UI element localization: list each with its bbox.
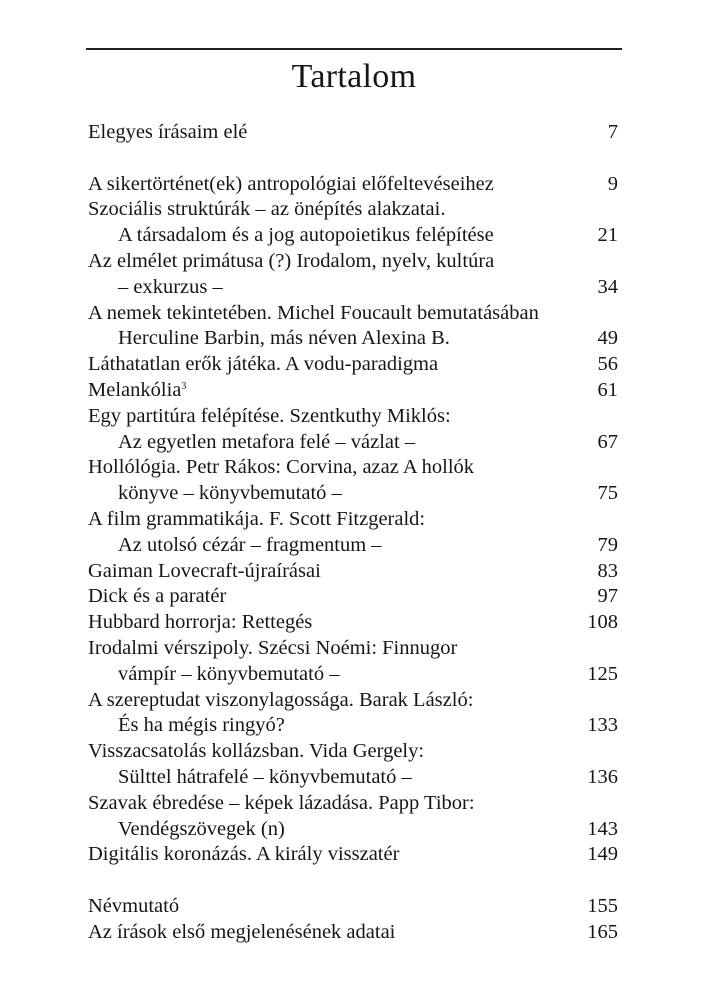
toc-entry-index[interactable]: [88, 894, 618, 920]
toc-entry[interactable]: [88, 404, 618, 456]
toc-entry[interactable]: [88, 249, 618, 301]
toc-entry-title: Szociális struktúrák – az önépítés alakzatai.: [88, 198, 446, 221]
toc-entry-subtitle: Vendégszövegek (n): [118, 817, 285, 840]
toc-entry-page: 143: [587, 817, 618, 840]
toc-entry-page: 56: [597, 353, 618, 376]
toc-entry-title: Dick és a paratér: [88, 585, 227, 608]
toc-entry-subtitle: Az egyetlen metafora felé – vázlat –: [118, 430, 416, 453]
toc-entry-title: A film grammatikája. F. Scott Fitzgerald:: [88, 507, 426, 530]
top-rule: [86, 48, 622, 50]
toc-entry-text: Melankólia: [88, 378, 182, 401]
toc-entry-title: Névmutató: [88, 894, 180, 917]
toc-entry-page: 133: [587, 714, 618, 737]
toc-entry-title: Digitális koronázás. A király visszatér: [88, 843, 400, 866]
toc-entry-title: [88, 378, 186, 404]
toc-entry[interactable]: [88, 688, 618, 740]
toc-entry-title: A szereptudat viszonylagossága. Barak László:: [88, 688, 474, 711]
toc-entry[interactable]: [88, 352, 618, 378]
toc-entry-page: 67: [597, 430, 618, 453]
section-gap: [88, 868, 618, 894]
toc-entry-subtitle: És ha mégis ringyó?: [118, 714, 285, 737]
toc-entry-sources[interactable]: [88, 920, 618, 946]
toc-entry-page: 97: [597, 585, 618, 608]
page-title: Tartalom: [291, 58, 417, 95]
toc-entry-title: Az írások első megjelenésének adatai: [88, 920, 396, 943]
toc-entry-page: 9: [607, 172, 618, 195]
toc-entry-page: 165: [587, 920, 618, 943]
toc-entry[interactable]: [88, 507, 618, 559]
toc-entry[interactable]: [88, 559, 618, 585]
toc-entry-page: 79: [597, 533, 618, 556]
toc-entry[interactable]: [88, 172, 618, 198]
toc-entry[interactable]: [88, 301, 618, 353]
toc-entry-title: Irodalmi vérszipoly. Szécsi Noémi: Finnugor: [88, 636, 458, 659]
toc-entry[interactable]: [88, 842, 618, 868]
toc-entry-subtitle: vámpír – könyvbemutató –: [118, 662, 340, 685]
toc-entry[interactable]: [88, 455, 618, 507]
toc-entry-page: 136: [587, 765, 618, 788]
toc-entry-title: Elegyes írásaim elé: [88, 121, 248, 143]
toc-entry-page: 108: [587, 611, 618, 634]
toc-entry[interactable]: [88, 636, 618, 688]
toc-entry-page: 125: [587, 662, 618, 685]
toc-entry-intro[interactable]: [88, 120, 618, 146]
toc-entry-page: 149: [587, 843, 618, 866]
toc-entry[interactable]: [88, 739, 618, 791]
footnote-marker: 3: [181, 380, 187, 392]
toc-entry[interactable]: [88, 610, 618, 636]
toc-entry-page: 49: [597, 327, 618, 350]
toc-entry[interactable]: [88, 791, 618, 843]
toc-entry-subtitle: Herculine Barbin, más néven Alexina B.: [118, 327, 450, 350]
toc-entry-page: 7: [607, 121, 618, 143]
toc-entry-page: 155: [587, 894, 618, 917]
toc-entry-page: 75: [597, 482, 618, 505]
toc-entry-title: Hollólógia. Petr Rákos: Corvina, azaz A hollók: [88, 456, 475, 479]
toc-entry-title: Az elmélet primátusa (?) Irodalom, nyelv, kultúra: [88, 249, 495, 272]
toc-entry-title: Visszacsatolás kollázsban. Vida Gergely:: [88, 740, 425, 763]
toc-entry-page: 21: [597, 224, 618, 247]
table-of-contents: [88, 120, 618, 946]
toc-entry-subtitle: – exkurzus –: [118, 275, 223, 298]
toc-entry-title: Hubbard horrorja: Rettegés: [88, 611, 313, 634]
toc-entry-title: A sikertörténet(ek) antropológiai előfeltevéseihez: [88, 172, 494, 195]
section-gap: [88, 146, 618, 172]
toc-entry-title: Gaiman Lovecraft-újraírásai: [88, 559, 321, 582]
toc-entry-page: 83: [597, 559, 618, 582]
toc-entry[interactable]: [88, 378, 618, 404]
toc-entry-page: 61: [597, 378, 618, 401]
toc-entry-title: A nemek tekintetében. Michel Foucault bemutatásában: [88, 301, 539, 324]
toc-entry-subtitle: könyve – könyvbemutató –: [118, 482, 342, 505]
toc-entry-subtitle: Sülttel hátrafelé – könyvbemutató –: [118, 765, 412, 788]
toc-entry-subtitle: Az utolsó cézár – fragmentum –: [118, 533, 382, 556]
toc-entry[interactable]: [88, 584, 618, 610]
toc-entry-title: Egy partitúra felépítése. Szentkuthy Miklós:: [88, 404, 451, 427]
toc-entry-page: 34: [597, 275, 618, 298]
toc-entry-subtitle: A társadalom és a jog autopoietikus felépítése: [118, 224, 494, 247]
toc-entry-title: Láthatatlan erők játéka. A vodu-paradigma: [88, 353, 439, 376]
toc-entry[interactable]: [88, 197, 618, 249]
toc-entry-title: Szavak ébredése – képek lázadása. Papp Tibor:: [88, 791, 475, 814]
